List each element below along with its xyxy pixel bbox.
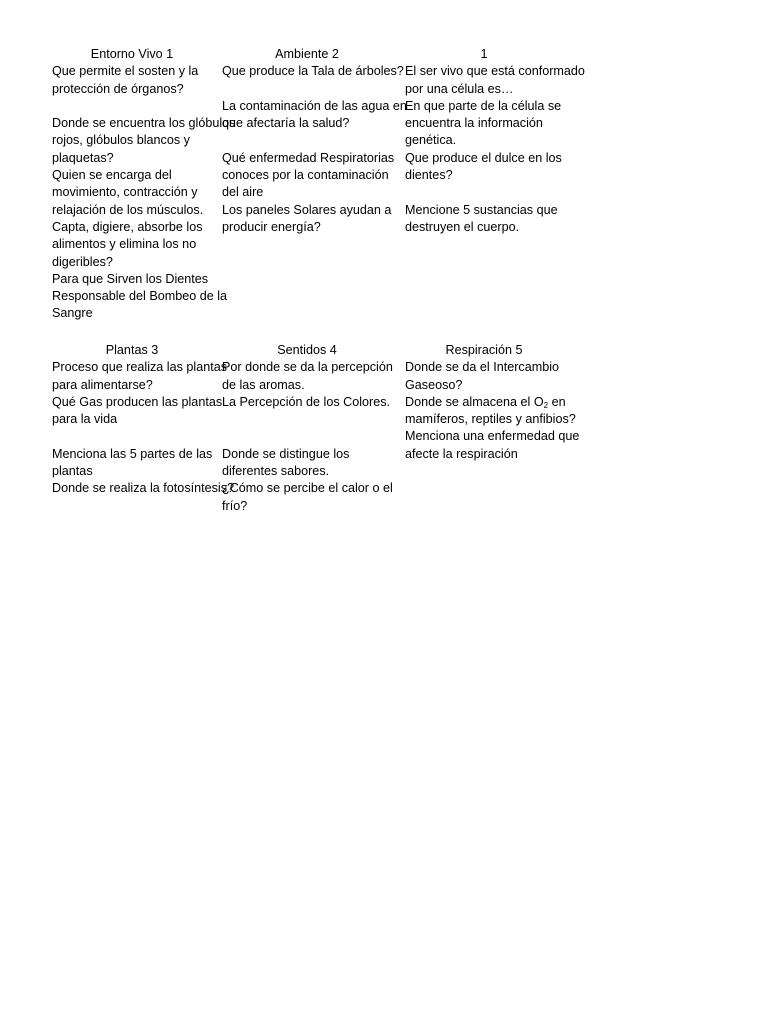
question: Menciona las 5 partes de las plantas	[52, 446, 213, 479]
question: Mencione 5 sustancias que destruyen el cuerpo.	[405, 202, 558, 234]
question: Que produce el dulce en los dientes?	[405, 150, 562, 183]
question: Qué enfermedad Respiratorias conoces por la contaminación del aire	[222, 150, 395, 200]
question: Donde se encuentra los glóbulos rojos, glóbulos blancos y plaquetas?	[52, 116, 236, 165]
subscript: 2	[543, 400, 549, 410]
section-title: 1	[480, 47, 488, 61]
section-plantas	[52, 342, 238, 498]
question: Donde se distingue los diferentes sabores.	[222, 446, 350, 479]
question: Responsable del Bombeo de la Sangre	[52, 289, 228, 321]
question: Donde se realiza la fotosíntesis?	[52, 481, 235, 496]
section-title: Ambiente 2	[275, 47, 339, 61]
question: Menciona una enfermedad que afecte la respiración	[405, 429, 580, 461]
question: El ser vivo que está conformado por una célula es…	[405, 64, 585, 96]
section-one	[405, 46, 591, 236]
section-title: Respiración 5	[445, 343, 523, 357]
section-title: Sentidos 4	[277, 343, 337, 357]
question-part: Donde se almacena el O	[405, 394, 544, 409]
section-title: Entorno Vivo 1	[90, 47, 174, 61]
question: Para que Sirven los Dientes	[52, 271, 209, 286]
question-oxygen	[405, 394, 591, 429]
section-respiracion	[405, 342, 591, 463]
question: Qué Gas producen las plantas para la vida	[52, 394, 223, 427]
question: Donde se da el Intercambio Gaseoso?	[405, 360, 560, 392]
section-entorno-vivo	[52, 46, 238, 323]
section-ambiente	[222, 46, 408, 236]
question: Proceso que realiza las plantas para alimentarse?	[52, 360, 228, 392]
question: Capta, digiere, absorbe los alimentos y elimina los no digeribles?	[52, 219, 203, 269]
question: La Percepción de los Colores.	[222, 394, 391, 409]
question: Quien se encarga del movimiento, contracción y relajación de los músculos.	[52, 168, 204, 217]
question: Que produce la Tala de árboles?	[222, 64, 404, 79]
section-sentidos	[222, 342, 408, 515]
question-part: en mamíferos, reptiles y anfibios?	[405, 394, 576, 427]
question: ¿Cómo se percibe el calor o el frío?	[222, 481, 393, 513]
section-title: Plantas 3	[105, 343, 159, 357]
question: La contaminación de las agua en que afectaría la salud?	[222, 98, 407, 131]
question: Los paneles Solares ayudan a producir energía?	[222, 202, 392, 234]
question: En que parte de la célula se encuentra la información genética.	[405, 98, 562, 148]
question: Por donde se da la percepción de las aromas.	[222, 360, 393, 392]
question: Que permite el sosten y la protección de órganos?	[52, 64, 199, 96]
